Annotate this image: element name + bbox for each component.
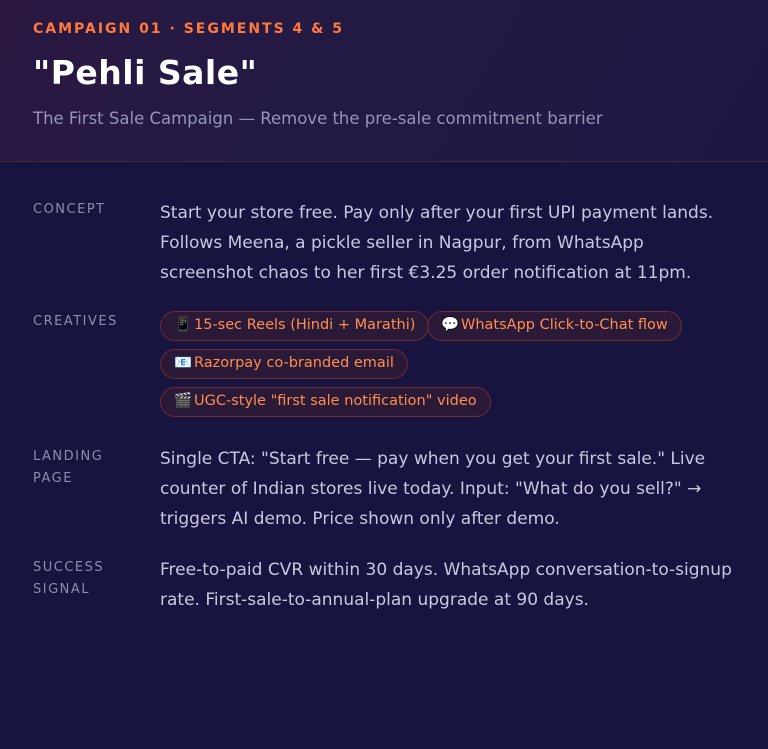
creative-chip-label: 15-sec Reels (Hindi + Marathi) — [194, 317, 416, 333]
creative-chip — [427, 311, 682, 341]
success-signal-text: Free-to-paid CVR within 30 days. WhatsApp conversation-to-signup rate. First-sale-to-annual-plan upgrade at 90 days. — [160, 560, 732, 610]
concept-label: CONCEPT — [33, 202, 106, 217]
clapperboard-icon: 🎬 — [174, 393, 193, 409]
email-icon: 📧 — [174, 355, 193, 371]
speech-bubble-icon: 💬 — [441, 317, 460, 333]
landing-page-label: LANDING PAGE — [33, 449, 104, 486]
landing-page-text: Single CTA: "Start free — pay when you get your first sale." Live counter of Indian stores live today. Input: "What do you sell?" → triggers AI demo. Price shown only after demo. — [160, 449, 706, 529]
creative-chip-label: WhatsApp Click-to-Chat flow — [461, 317, 668, 333]
creative-chip — [160, 387, 491, 417]
creative-chip-label: Razorpay co-branded email — [194, 355, 394, 371]
phone-icon: 📱 — [174, 317, 193, 333]
concept-text: Start your store free. Pay only after your first UPI payment lands. Follows Meena, a pickle seller in Nagpur, from WhatsApp screenshot chaos to her first €3.25 order notification at 11pm. — [160, 203, 714, 283]
campaign-title: "Pehli Sale" — [33, 53, 258, 92]
creative-chip — [160, 311, 429, 341]
creative-chip — [160, 349, 408, 379]
campaign-subtitle: The First Sale Campaign — Remove the pre-sale commitment barrier — [33, 109, 603, 128]
campaign-eyebrow: CAMPAIGN 01 · SEGMENTS 4 & 5 — [33, 21, 344, 37]
success-signal-label: SUCCESS SIGNAL — [33, 560, 105, 597]
creatives-label: CREATIVES — [33, 314, 118, 329]
creative-chip-label: UGC-style "first sale notification" video — [194, 393, 477, 409]
campaign-header — [0, 0, 768, 162]
